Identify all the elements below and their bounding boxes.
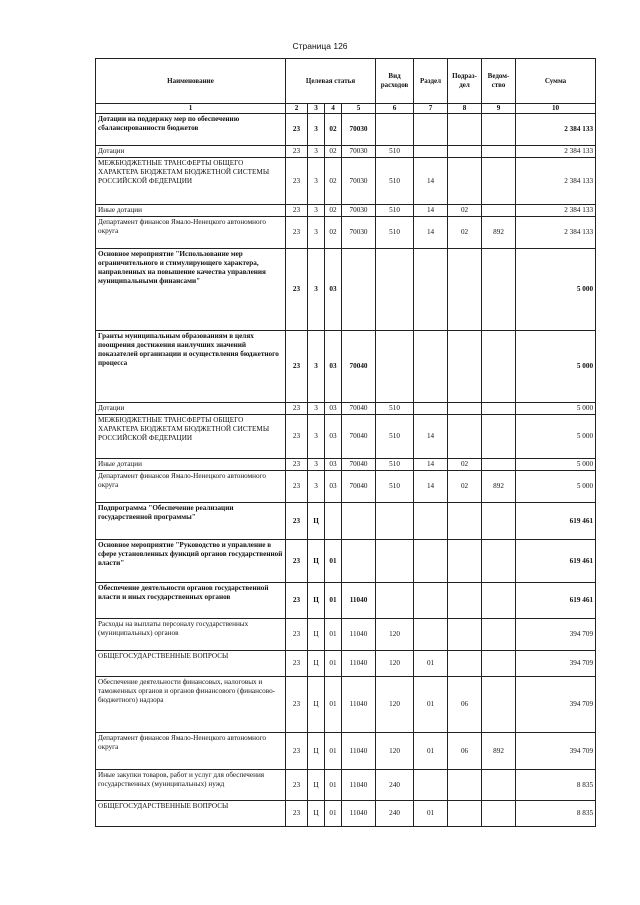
table-row <box>96 583 596 619</box>
cell-sum: 5 000 <box>516 331 596 403</box>
header-expense-type: Вид расходов <box>376 59 414 104</box>
table-row <box>96 158 596 205</box>
cell-section: 14 <box>414 459 448 471</box>
cell-code-direction <box>342 503 376 540</box>
cell-sum: 619 461 <box>516 583 596 619</box>
cell-code-measure: 02 <box>325 158 342 205</box>
cell-code-subprogram: 3 <box>308 158 325 205</box>
header-dept: Ведом-ство <box>482 59 516 104</box>
cell-dept <box>482 677 516 733</box>
cell-section <box>414 583 448 619</box>
cell-code-direction: 70040 <box>342 415 376 459</box>
cell-code-program: 23 <box>286 583 308 619</box>
cell-code-subprogram: Ц <box>308 770 325 801</box>
cell-code-program: 23 <box>286 114 308 146</box>
cell-code-program: 23 <box>286 158 308 205</box>
cell-code-measure: 01 <box>325 677 342 733</box>
cell-code-program: 23 <box>286 619 308 651</box>
cell-section <box>414 503 448 540</box>
cell-code-measure: 03 <box>325 249 342 331</box>
cell-code-measure: 02 <box>325 114 342 146</box>
cell-row-name: Департамент финансов Ямало-Ненецкого автономного округа <box>96 217 286 249</box>
cell-row-name: Дотации на поддержку мер по обеспечению сбалансированности бюджетов <box>96 114 286 146</box>
cell-code-program: 23 <box>286 205 308 217</box>
header-target: Целевая статья <box>286 59 376 104</box>
cell-code-subprogram: 3 <box>308 471 325 503</box>
cell-expense-type: 510 <box>376 471 414 503</box>
cell-code-direction: 70030 <box>342 114 376 146</box>
cell-code-program: 23 <box>286 146 308 158</box>
cell-expense-type: 510 <box>376 217 414 249</box>
cell-sum: 2 384 133 <box>516 158 596 205</box>
table-row <box>96 415 596 459</box>
cell-expense-type <box>376 249 414 331</box>
cell-code-subprogram: 3 <box>308 415 325 459</box>
header-row <box>96 59 596 104</box>
col-number: 6 <box>376 104 414 114</box>
cell-subsection <box>448 249 482 331</box>
table-row <box>96 651 596 677</box>
col-number: 3 <box>308 104 325 114</box>
cell-expense-type <box>376 114 414 146</box>
cell-code-measure: 01 <box>325 733 342 770</box>
cell-section <box>414 770 448 801</box>
cell-expense-type: 120 <box>376 651 414 677</box>
cell-expense-type: 120 <box>376 733 414 770</box>
col-number: 8 <box>448 104 482 114</box>
table-row <box>96 249 596 331</box>
cell-code-subprogram: 3 <box>308 459 325 471</box>
cell-sum: 5 000 <box>516 459 596 471</box>
cell-subsection <box>448 540 482 583</box>
header-sum: Сумма <box>516 59 596 104</box>
cell-expense-type: 240 <box>376 770 414 801</box>
cell-dept: 892 <box>482 471 516 503</box>
cell-code-measure: 03 <box>325 415 342 459</box>
cell-section <box>414 114 448 146</box>
cell-code-measure: 01 <box>325 801 342 827</box>
cell-row-name: Иные дотации <box>96 205 286 217</box>
cell-sum: 394 709 <box>516 651 596 677</box>
cell-row-name: Иные закупки товаров, работ и услуг для обеспечения государственных (муниципальных) нужд <box>96 770 286 801</box>
cell-code-subprogram: Ц <box>308 801 325 827</box>
cell-sum: 619 461 <box>516 540 596 583</box>
cell-section <box>414 619 448 651</box>
page-number: Страница 126 <box>292 41 348 51</box>
table-row <box>96 459 596 471</box>
cell-sum: 5 000 <box>516 415 596 459</box>
cell-row-name: Департамент финансов Ямало-Ненецкого автономного округа <box>96 733 286 770</box>
col-number: 2 <box>286 104 308 114</box>
cell-code-subprogram: Ц <box>308 540 325 583</box>
cell-code-program: 23 <box>286 651 308 677</box>
cell-sum: 2 384 133 <box>516 217 596 249</box>
header-section: Раздел <box>414 59 448 104</box>
cell-code-measure: 03 <box>325 459 342 471</box>
cell-sum: 8 835 <box>516 770 596 801</box>
cell-section: 14 <box>414 217 448 249</box>
cell-sum: 2 384 133 <box>516 146 596 158</box>
cell-row-name: Дотации <box>96 146 286 158</box>
cell-section: 01 <box>414 733 448 770</box>
cell-dept <box>482 540 516 583</box>
cell-dept <box>482 459 516 471</box>
cell-expense-type <box>376 583 414 619</box>
cell-code-program: 23 <box>286 801 308 827</box>
cell-row-name: Основное мероприятие "Использование мер ограничительного и стимулирующего характера, направленных на повышение качества управления муниципальными финансами" <box>96 249 286 331</box>
cell-code-measure: 01 <box>325 770 342 801</box>
cell-row-name: Обеспечение деятельности финансовых, налоговых и таможенных органов и органов финансового (финансово-бюджетного) надзора <box>96 677 286 733</box>
cell-dept <box>482 801 516 827</box>
cell-code-measure: 01 <box>325 540 342 583</box>
cell-dept <box>482 770 516 801</box>
table-row <box>96 205 596 217</box>
cell-subsection: 06 <box>448 677 482 733</box>
cell-expense-type: 510 <box>376 415 414 459</box>
cell-subsection <box>448 503 482 540</box>
header-subsection: Подраз-дел <box>448 59 482 104</box>
cell-subsection <box>448 158 482 205</box>
cell-code-direction: 11040 <box>342 677 376 733</box>
cell-subsection <box>448 146 482 158</box>
cell-code-program: 23 <box>286 503 308 540</box>
table-row <box>96 146 596 158</box>
cell-section <box>414 146 448 158</box>
cell-dept <box>482 146 516 158</box>
cell-subsection <box>448 114 482 146</box>
cell-code-program: 23 <box>286 540 308 583</box>
cell-sum: 5 000 <box>516 249 596 331</box>
table-row <box>96 331 596 403</box>
cell-subsection <box>448 770 482 801</box>
cell-code-subprogram: Ц <box>308 619 325 651</box>
table-row <box>96 217 596 249</box>
cell-code-measure: 01 <box>325 651 342 677</box>
cell-section: 14 <box>414 471 448 503</box>
cell-code-measure: 03 <box>325 331 342 403</box>
cell-expense-type <box>376 540 414 583</box>
cell-code-measure: 02 <box>325 205 342 217</box>
col-number: 1 <box>96 104 286 114</box>
cell-sum: 394 709 <box>516 677 596 733</box>
cell-subsection: 02 <box>448 217 482 249</box>
cell-section: 01 <box>414 801 448 827</box>
cell-sum: 2 384 133 <box>516 114 596 146</box>
cell-code-direction: 70040 <box>342 471 376 503</box>
cell-code-direction: 70040 <box>342 403 376 415</box>
cell-row-name: Основное мероприятие "Руководство и управление в сфере установленных функций органов государственной власти" <box>96 540 286 583</box>
cell-subsection <box>448 801 482 827</box>
cell-sum: 394 709 <box>516 619 596 651</box>
cell-row-name: Иные дотации <box>96 459 286 471</box>
table-row <box>96 403 596 415</box>
cell-dept <box>482 158 516 205</box>
cell-code-program: 23 <box>286 677 308 733</box>
cell-code-program: 23 <box>286 415 308 459</box>
cell-subsection <box>448 651 482 677</box>
table-row <box>96 733 596 770</box>
cell-row-name: Дотации <box>96 403 286 415</box>
cell-dept <box>482 619 516 651</box>
header-name: Наименование <box>96 59 286 104</box>
cell-code-subprogram: Ц <box>308 733 325 770</box>
cell-code-subprogram: 3 <box>308 403 325 415</box>
cell-sum: 8 835 <box>516 801 596 827</box>
cell-dept <box>482 331 516 403</box>
cell-row-name: Гранты муниципальным образованиям в целях поощрения достижения наилучших значений показателей организации и осуществления бюджетного процесса <box>96 331 286 403</box>
table-row <box>96 540 596 583</box>
col-number: 4 <box>325 104 342 114</box>
cell-expense-type: 510 <box>376 459 414 471</box>
budget-table <box>95 58 596 827</box>
cell-dept <box>482 114 516 146</box>
cell-section: 14 <box>414 205 448 217</box>
cell-expense-type <box>376 503 414 540</box>
cell-expense-type <box>376 331 414 403</box>
table-row <box>96 471 596 503</box>
cell-code-subprogram: 3 <box>308 205 325 217</box>
cell-dept <box>482 403 516 415</box>
cell-section: 01 <box>414 651 448 677</box>
cell-code-direction: 70040 <box>342 331 376 403</box>
cell-code-direction: 11040 <box>342 770 376 801</box>
cell-code-program: 23 <box>286 733 308 770</box>
cell-code-direction: 70030 <box>342 205 376 217</box>
cell-dept <box>482 205 516 217</box>
cell-code-direction <box>342 540 376 583</box>
cell-subsection: 06 <box>448 733 482 770</box>
cell-code-subprogram: Ц <box>308 503 325 540</box>
cell-sum: 5 000 <box>516 471 596 503</box>
cell-row-name: ОБЩЕГОСУДАРСТВЕННЫЕ ВОПРОСЫ <box>96 801 286 827</box>
column-number-row <box>96 104 596 114</box>
cell-subsection: 02 <box>448 205 482 217</box>
cell-dept <box>482 583 516 619</box>
cell-dept <box>482 249 516 331</box>
cell-expense-type: 510 <box>376 205 414 217</box>
col-number: 9 <box>482 104 516 114</box>
cell-section: 14 <box>414 158 448 205</box>
cell-section: 14 <box>414 415 448 459</box>
cell-row-name: МЕЖБЮДЖЕТНЫЕ ТРАНСФЕРТЫ ОБЩЕГО ХАРАКТЕРА БЮДЖЕТАМ БЮДЖЕТНОЙ СИСТЕМЫ РОССИЙСКОЙ ФЕДЕРАЦИИ <box>96 415 286 459</box>
cell-expense-type: 510 <box>376 146 414 158</box>
cell-code-direction: 70040 <box>342 459 376 471</box>
cell-dept: 892 <box>482 733 516 770</box>
table-row <box>96 677 596 733</box>
cell-subsection <box>448 415 482 459</box>
cell-code-program: 23 <box>286 249 308 331</box>
table-body <box>96 114 596 827</box>
cell-subsection <box>448 331 482 403</box>
cell-expense-type: 120 <box>376 677 414 733</box>
cell-code-subprogram: 3 <box>308 146 325 158</box>
cell-subsection: 02 <box>448 459 482 471</box>
cell-sum: 619 461 <box>516 503 596 540</box>
cell-code-direction: 11040 <box>342 651 376 677</box>
cell-row-name: ОБЩЕГОСУДАРСТВЕННЫЕ ВОПРОСЫ <box>96 651 286 677</box>
cell-subsection <box>448 619 482 651</box>
cell-code-subprogram: 3 <box>308 217 325 249</box>
cell-code-subprogram: 3 <box>308 249 325 331</box>
cell-code-measure: 03 <box>325 471 342 503</box>
cell-code-program: 23 <box>286 770 308 801</box>
cell-code-measure: 02 <box>325 217 342 249</box>
cell-code-direction: 11040 <box>342 619 376 651</box>
cell-row-name: Департамент финансов Ямало-Ненецкого автономного округа <box>96 471 286 503</box>
cell-code-direction: 11040 <box>342 733 376 770</box>
cell-code-program: 23 <box>286 331 308 403</box>
cell-section <box>414 540 448 583</box>
cell-section: 01 <box>414 677 448 733</box>
cell-expense-type: 240 <box>376 801 414 827</box>
table-row <box>96 503 596 540</box>
cell-code-subprogram: Ц <box>308 677 325 733</box>
cell-code-measure <box>325 503 342 540</box>
cell-row-name: Обеспечение деятельности органов государственной власти и иных государственных органов <box>96 583 286 619</box>
table-row <box>96 114 596 146</box>
cell-expense-type: 120 <box>376 619 414 651</box>
cell-subsection: 02 <box>448 471 482 503</box>
cell-code-direction: 70030 <box>342 158 376 205</box>
cell-code-subprogram: 3 <box>308 331 325 403</box>
cell-code-program: 23 <box>286 403 308 415</box>
cell-subsection <box>448 583 482 619</box>
cell-code-direction: 11040 <box>342 801 376 827</box>
cell-section <box>414 403 448 415</box>
cell-sum: 394 709 <box>516 733 596 770</box>
cell-dept <box>482 651 516 677</box>
cell-row-name: Подпрограмма "Обеспечение реализации государственной программы" <box>96 503 286 540</box>
col-number: 10 <box>516 104 596 114</box>
cell-code-direction: 70030 <box>342 146 376 158</box>
cell-code-direction <box>342 249 376 331</box>
table-row <box>96 801 596 827</box>
cell-section <box>414 331 448 403</box>
cell-section <box>414 249 448 331</box>
cell-expense-type: 510 <box>376 158 414 205</box>
cell-code-program: 23 <box>286 471 308 503</box>
cell-sum: 2 384 133 <box>516 205 596 217</box>
cell-code-program: 23 <box>286 217 308 249</box>
table-row <box>96 619 596 651</box>
cell-dept <box>482 415 516 459</box>
cell-expense-type: 510 <box>376 403 414 415</box>
cell-code-subprogram: Ц <box>308 583 325 619</box>
cell-sum: 5 000 <box>516 403 596 415</box>
cell-code-direction: 70030 <box>342 217 376 249</box>
cell-code-measure: 01 <box>325 583 342 619</box>
cell-code-measure: 03 <box>325 403 342 415</box>
cell-code-subprogram: 3 <box>308 114 325 146</box>
cell-code-measure: 02 <box>325 146 342 158</box>
cell-row-name: Расходы на выплаты персоналу государственных (муниципальных) органов <box>96 619 286 651</box>
table-row <box>96 770 596 801</box>
cell-dept <box>482 503 516 540</box>
cell-dept: 892 <box>482 217 516 249</box>
cell-code-program: 23 <box>286 459 308 471</box>
cell-code-measure: 01 <box>325 619 342 651</box>
cell-code-direction: 11040 <box>342 583 376 619</box>
cell-subsection <box>448 403 482 415</box>
col-number: 7 <box>414 104 448 114</box>
col-number: 5 <box>342 104 376 114</box>
cell-code-subprogram: Ц <box>308 651 325 677</box>
cell-row-name: МЕЖБЮДЖЕТНЫЕ ТРАНСФЕРТЫ ОБЩЕГО ХАРАКТЕРА БЮДЖЕТАМ БЮДЖЕТНОЙ СИСТЕМЫ РОССИЙСКОЙ ФЕДЕРАЦИИ <box>96 158 286 205</box>
